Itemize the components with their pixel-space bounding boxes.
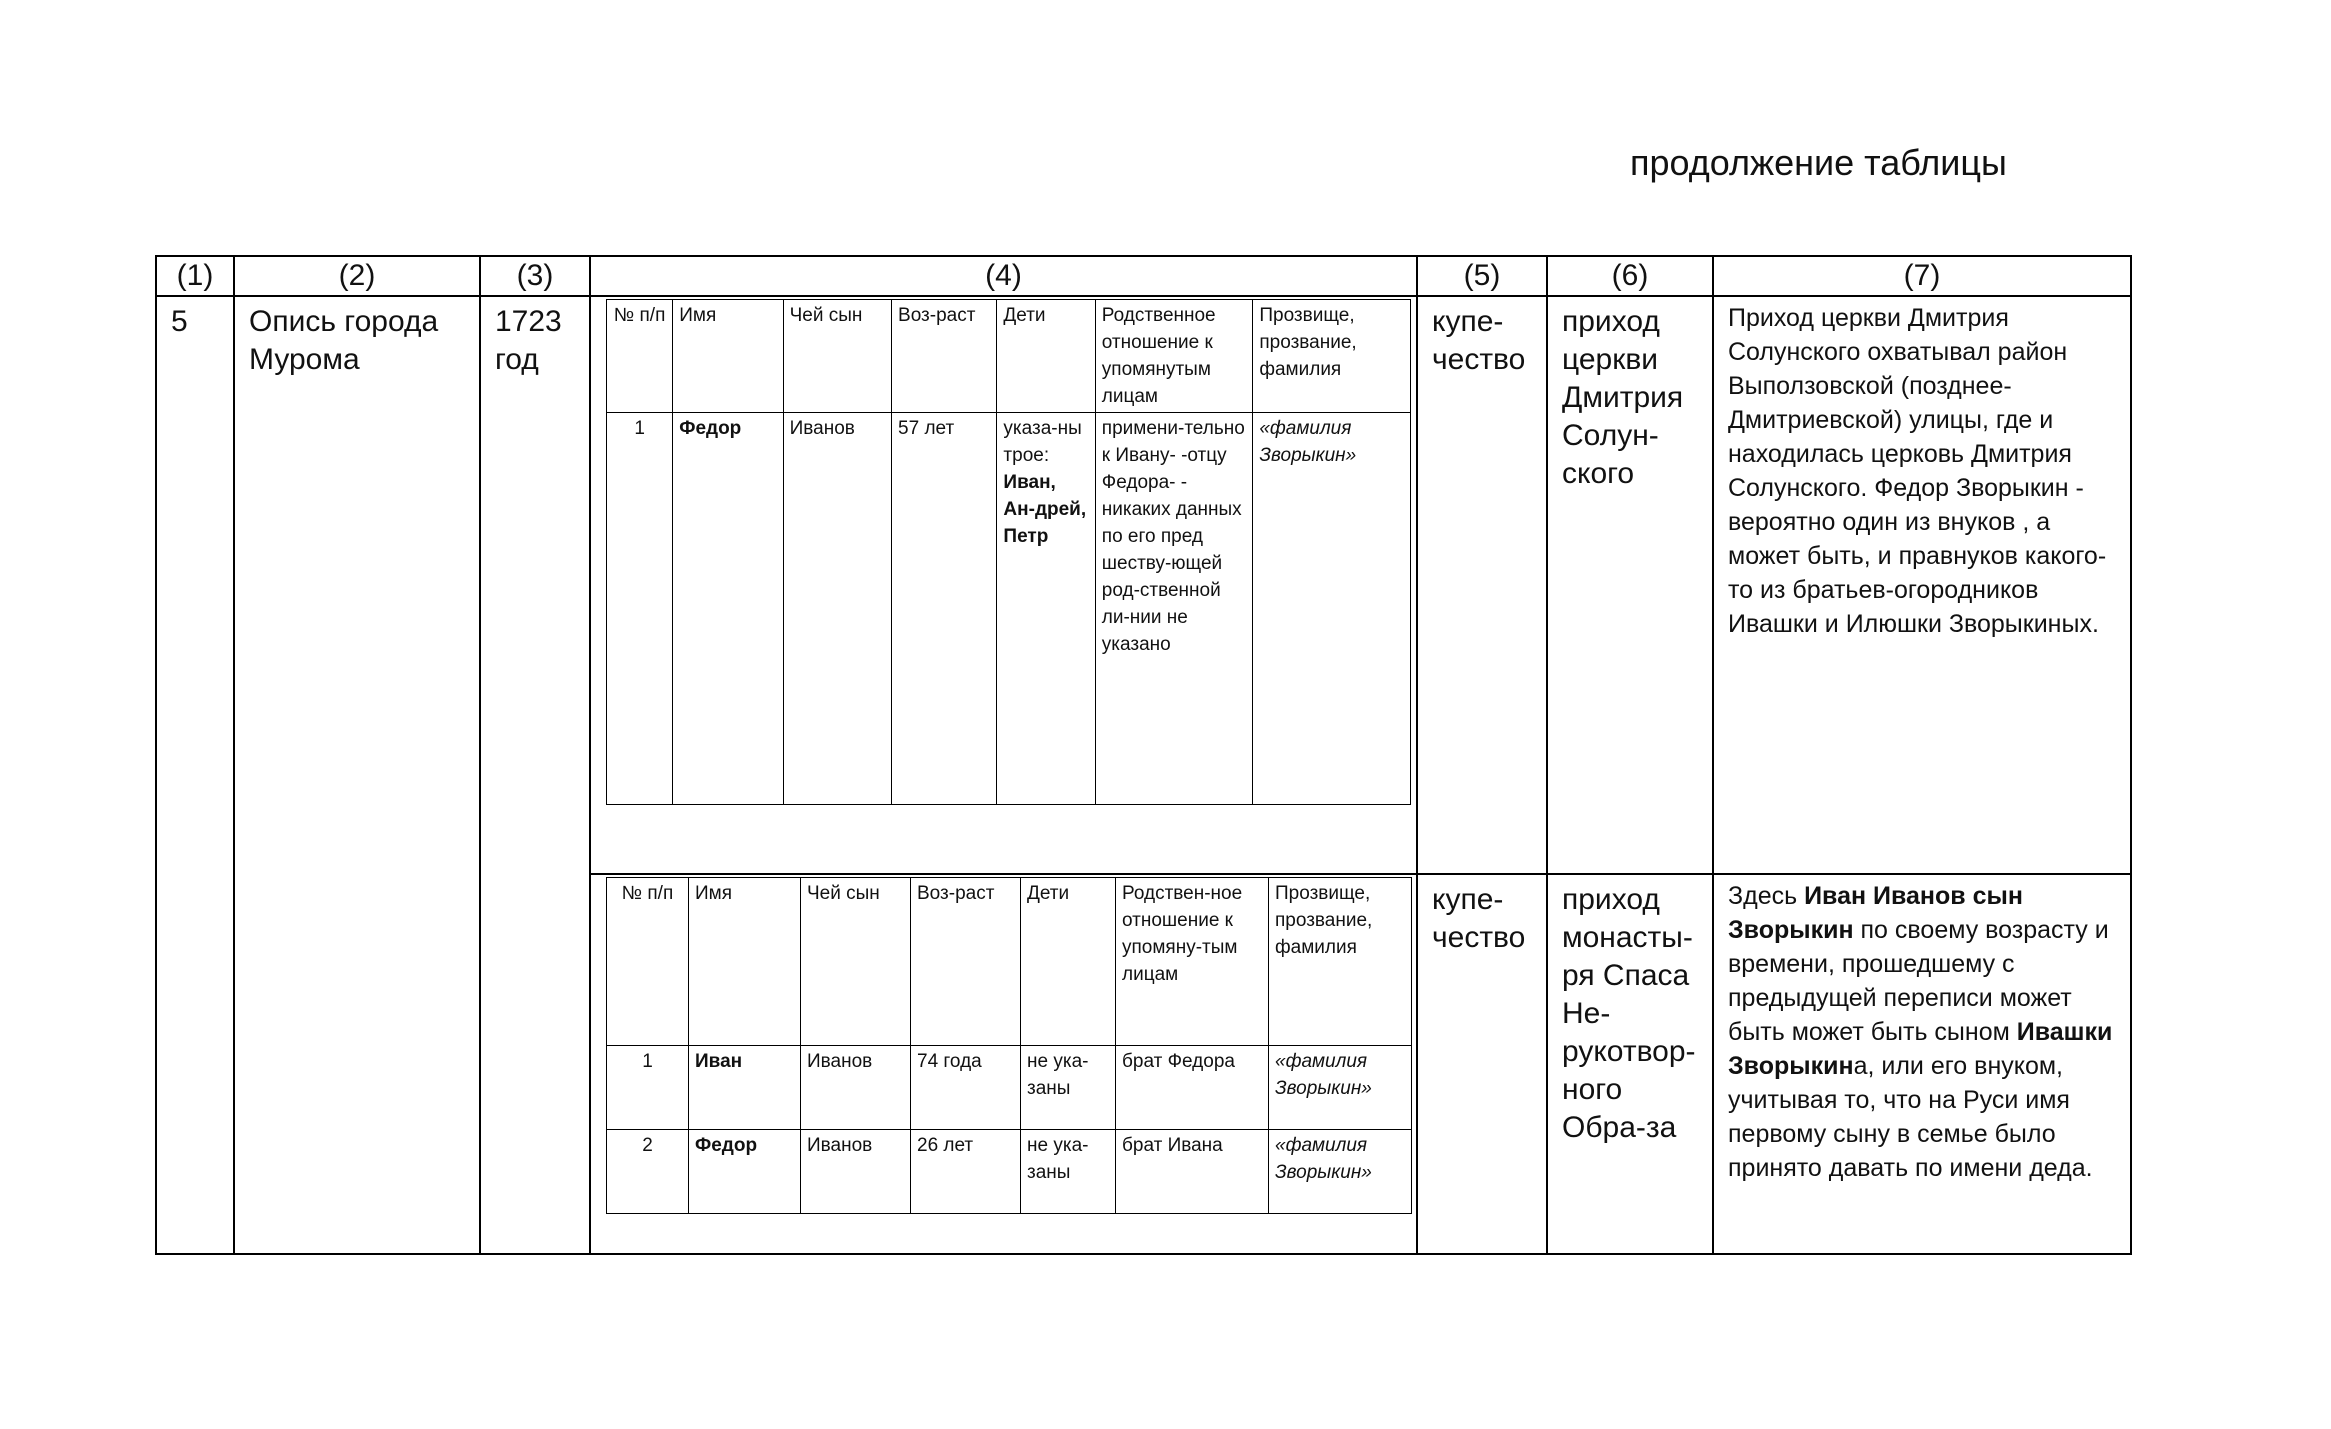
cell-age: 74 года	[911, 1046, 1021, 1130]
col-header-7: (7)	[1713, 256, 2131, 296]
children-names: Иван, Ан-дрей, Петр	[1003, 472, 1087, 547]
col-header-3: (3)	[480, 256, 590, 296]
cell-father: Иванов	[801, 1046, 911, 1130]
col-header-1: (1)	[156, 256, 234, 296]
col-header-2: (2)	[234, 256, 480, 296]
th-father: Чей сын	[801, 878, 911, 1046]
th-children: Дети	[997, 300, 1095, 413]
class-cell-2: купе-чество	[1417, 874, 1547, 1254]
persons-table-1	[606, 299, 1411, 805]
cell-age: 57 лет	[892, 413, 997, 805]
note-text: Здесь	[1728, 882, 1805, 910]
cell-children: не ука-заны	[1021, 1046, 1116, 1130]
th-num: № п/п	[607, 878, 689, 1046]
th-children: Дети	[1021, 878, 1116, 1046]
table-row	[607, 1046, 1412, 1130]
note-bold-name: Иван Иванов сын Зворыкин	[1728, 882, 2023, 944]
th-age: Воз-раст	[911, 878, 1021, 1046]
cell-name: Федор	[689, 1130, 801, 1214]
class-cell-1: купе-чество	[1417, 296, 1547, 874]
th-age: Воз-раст	[892, 300, 997, 413]
note-text: а, или его внуком, учитывая то, что на Руси имя первому сыну в семье было принято давать по имени деда.	[1728, 1052, 2093, 1182]
parish-cell-1: приход церкви Дмитрия Солун-ского	[1547, 296, 1713, 874]
cell-father: Иванов	[783, 413, 891, 805]
table-row	[607, 413, 1411, 805]
note-cell-2	[1713, 874, 2131, 1254]
children-note: указа-ны трое:	[1003, 418, 1082, 466]
persons-table-2-header	[607, 878, 1412, 1046]
cell-relation: брат Федора	[1116, 1046, 1269, 1130]
cell-num: 1	[607, 1046, 689, 1130]
cell-surname: «фамилия Зворыкин»	[1253, 413, 1411, 805]
cell-father: Иванов	[801, 1130, 911, 1214]
row-number: 5	[156, 296, 234, 1254]
col-header-4: (4)	[590, 256, 1417, 296]
col-header-6: (6)	[1547, 256, 1713, 296]
table-row	[607, 1130, 1412, 1214]
persons-block-1	[590, 296, 1417, 874]
th-relation: Родственное отношение к упомянутым лицам	[1095, 300, 1253, 413]
persons-table-1-header	[607, 300, 1411, 413]
cell-children: не ука-заны	[1021, 1130, 1116, 1214]
column-header-row	[156, 256, 2131, 296]
source-year: 1723 год	[480, 296, 590, 1254]
th-relation: Родствен-ное отношение к упомяну-тым лицам	[1116, 878, 1269, 1046]
main-table	[155, 255, 2132, 1255]
note-cell-1: Приход церкви Дмитрия Солунского охватывал район Выползовской (позднее-Дмитриевской) улицы, где и находилась церковь Дмитрия Солунского. Федор Зворыкин - вероятно один из внуков , а может быть, и правнуков какого-то из братьев-огородников Ивашки и Илюшки Зворыкиных.	[1713, 296, 2131, 874]
parish-cell-2: приход монасты-ря Спаса Не-рукотвор-ного Обра-за	[1547, 874, 1713, 1254]
th-father: Чей сын	[783, 300, 891, 413]
source-name: Опись города Мурома	[234, 296, 480, 1254]
th-name: Имя	[673, 300, 783, 413]
col-header-5: (5)	[1417, 256, 1547, 296]
cell-surname: «фамилия Зворыкин»	[1269, 1130, 1412, 1214]
cell-name: Федор	[673, 413, 783, 805]
record-row-1	[156, 296, 2131, 874]
cell-relation: брат Ивана	[1116, 1130, 1269, 1214]
cell-children	[997, 413, 1095, 805]
th-surname: Прозвище, прозвание, фамилия	[1253, 300, 1411, 413]
persons-block-2	[590, 874, 1417, 1254]
cell-num: 2	[607, 1130, 689, 1214]
cell-name: Иван	[689, 1046, 801, 1130]
cell-num: 1	[607, 413, 673, 805]
note-bold-name: Ивашки Зворыкин	[1728, 1018, 2113, 1080]
note-text: по своему возрасту и времени, прошедшему с предыдущей переписи может быть может быть сыном	[1728, 916, 2109, 1046]
persons-table-2	[606, 877, 1412, 1214]
continuation-heading: продолжение таблицы	[1630, 142, 2007, 183]
th-name: Имя	[689, 878, 801, 1046]
cell-surname: «фамилия Зворыкин»	[1269, 1046, 1412, 1130]
cell-age: 26 лет	[911, 1130, 1021, 1214]
th-surname: Прозвище, прозвание, фамилия	[1269, 878, 1412, 1046]
th-num: № п/п	[607, 300, 673, 413]
cell-relation: примени-тельно к Ивану- -отцу Федора- - никаких данных по его пред шеству-ющей род-ственной ли-нии не указано	[1095, 413, 1253, 805]
